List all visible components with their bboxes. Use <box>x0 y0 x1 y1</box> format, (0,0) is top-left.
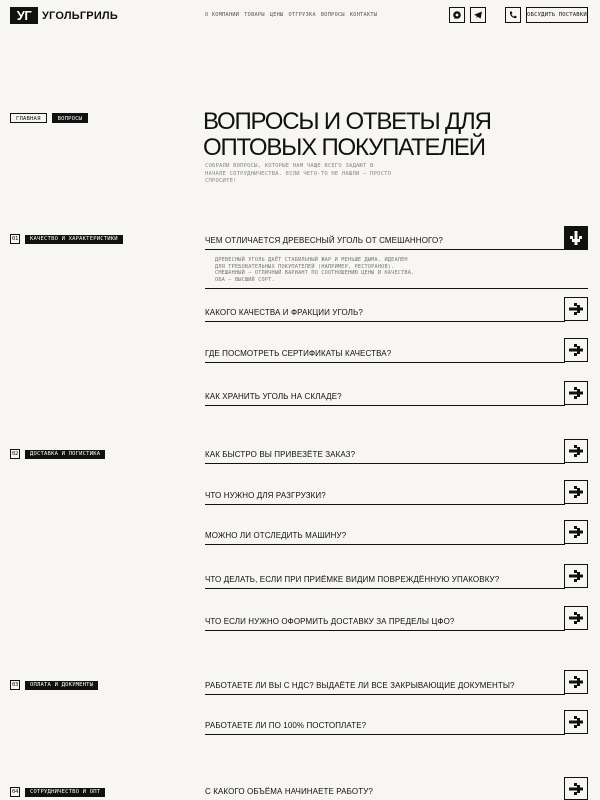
nav-item-products[interactable]: ТОВАРЫ <box>244 12 265 18</box>
faq-question: ГДЕ ПОСМОТРЕТЬ СЕРТИФИКАТЫ КАЧЕСТВА? <box>205 349 392 358</box>
faq-question: КАКОГО КАЧЕСТВА И ФРАКЦИИ УГОЛЬ? <box>205 308 363 317</box>
expand-button[interactable] <box>564 297 588 321</box>
divider <box>205 544 565 545</box>
divider <box>205 630 565 631</box>
faq-question: С КАКОГО ОБЪЁМА НАЧИНАЕТЕ РАБОТУ? <box>205 787 373 796</box>
nav-item-shipping[interactable]: ОТГРУЗКА <box>288 12 316 18</box>
telegram-button[interactable] <box>470 7 486 23</box>
divider <box>205 463 565 464</box>
faq-question: КАК БЫСТРО ВЫ ПРИВЕЗЁТЕ ЗАКАЗ? <box>205 450 356 459</box>
faq-item[interactable] <box>205 606 588 632</box>
expand-button[interactable] <box>564 520 588 544</box>
expand-button[interactable] <box>564 338 588 362</box>
faq-question: ЧТО ДЕЛАТЬ, ЕСЛИ ПРИ ПРИЁМКЕ ВИДИМ ПОВРЕЖДЁННУЮ УПАКОВКУ? <box>205 575 500 584</box>
faq-question: МОЖНО ЛИ ОТСЛЕДИТЬ МАШИНУ? <box>205 531 347 540</box>
arrow-right-icon <box>568 443 584 459</box>
faq-item[interactable] <box>205 297 588 323</box>
arrow-right-icon <box>568 610 584 626</box>
divider <box>205 362 565 363</box>
divider <box>205 588 565 589</box>
section-number: 01 <box>11 236 19 242</box>
section-delivery <box>10 449 105 459</box>
section-label: ОПЛАТА И ДОКУМЕНТЫ <box>25 681 98 690</box>
expand-button[interactable] <box>564 439 588 463</box>
faq-question: ЧТО НУЖНО ДЛЯ РАЗГРУЗКИ? <box>205 491 326 500</box>
section-number: 04 <box>11 789 19 795</box>
main-nav <box>205 12 377 18</box>
arrow-right-icon <box>568 524 584 540</box>
breadcrumb-home[interactable]: ГЛАВНАЯ <box>10 113 47 123</box>
page-subtitle: СОБРАЛИ ВОПРОСЫ, КОТОРЫЕ НАМ ЧАЩЕ ВСЕГО ЗАДАЮТ В НАЧАЛЕ СОТРУДНИЧЕСТВА. ЕСЛИ ЧЕГО-ТО НЕ НАШЛИ — ПРОСТО СПРОСИТЕ! <box>205 163 392 184</box>
section-label: СОТРУДНИЧЕСТВО И ОПТ <box>25 788 105 797</box>
arrow-right-icon <box>568 385 584 401</box>
logo-mark: УГ <box>10 7 38 24</box>
arrow-right-icon <box>568 484 584 500</box>
nav-item-faq[interactable]: ВОПРОСЫ <box>320 12 345 18</box>
faq-item[interactable] <box>205 670 588 696</box>
faq-question: КАК ХРАНИТЬ УГОЛЬ НА СКЛАДЕ? <box>205 392 342 401</box>
telegram-icon <box>473 10 483 20</box>
section-number: 03 <box>11 682 19 688</box>
expand-button[interactable] <box>564 777 588 800</box>
logo-text: УГОЛЬГРИЛЬ <box>42 9 118 22</box>
faq-answer: ДРЕВЕСНЫЙ УГОЛЬ ДАЁТ СТАБИЛЬНЫЙ ЖАР И МЕНЬШЕ ДЫМА. ИДЕАЛЕН ДЛЯ ТРЕБОВАТЕЛЬНЫХ ПОКУПАТЕЛЕЙ (НАПРИМЕР, РЕСТОРАНОВ). СМЕШАННЫЙ — ОТЛИЧНЫЙ ВАРИАНТ ПО СООТНОШЕНИЮ ЦЕНЫ И КАЧЕСТВА. ОБА — ВЫСШИЙ СОРТ. <box>215 257 415 283</box>
arrow-right-icon <box>568 568 584 584</box>
faq-question: ЧЕМ ОТЛИЧАЕТСЯ ДРЕВЕСНЫЙ УГОЛЬ ОТ СМЕШАННОГО? <box>205 236 443 245</box>
divider <box>205 405 565 406</box>
expand-button[interactable] <box>564 381 588 405</box>
faq-item[interactable] <box>205 338 588 364</box>
nav-item-prices[interactable]: ЦЕНЫ <box>269 12 284 18</box>
divider <box>205 504 565 505</box>
section-label: ДОСТАВКА И ЛОГИСТИКА <box>25 450 105 459</box>
discuss-supplies-button[interactable]: ОБСУДИТЬ ПОСТАВКИ <box>526 7 588 23</box>
collapse-button[interactable] <box>564 226 588 250</box>
faq-item[interactable] <box>205 520 588 546</box>
faq-item[interactable] <box>205 381 588 407</box>
expand-button[interactable] <box>564 480 588 504</box>
section-payment <box>10 680 98 690</box>
faq-item[interactable] <box>205 439 588 465</box>
whatsapp-icon <box>452 10 462 20</box>
section-cooperation <box>10 787 105 797</box>
breadcrumb <box>10 113 88 123</box>
faq-item[interactable] <box>205 480 588 506</box>
faq-item[interactable] <box>205 777 588 800</box>
arrow-right-icon <box>568 301 584 317</box>
arrow-right-icon <box>568 342 584 358</box>
phone-button[interactable] <box>505 7 521 23</box>
nav-item-about[interactable]: О КОМПАНИИ <box>205 12 240 18</box>
expand-button[interactable] <box>564 710 588 734</box>
arrow-right-icon <box>568 781 584 797</box>
faq-item[interactable] <box>205 710 588 736</box>
expand-button[interactable] <box>564 606 588 630</box>
nav-item-contacts[interactable]: КОНТАКТЫ <box>349 12 378 18</box>
divider <box>205 249 565 250</box>
expand-button[interactable] <box>564 564 588 588</box>
divider <box>205 288 588 289</box>
arrow-right-icon <box>568 674 584 690</box>
faq-item[interactable] <box>205 564 588 590</box>
whatsapp-button[interactable] <box>449 7 465 23</box>
breadcrumb-current: ВОПРОСЫ <box>52 113 89 123</box>
page-title: ВОПРОСЫ И ОТВЕТЫ ДЛЯ ОПТОВЫХ ПОКУПАТЕЛЕЙ <box>203 108 491 161</box>
section-quality <box>10 234 123 244</box>
arrow-right-icon <box>568 714 584 730</box>
site-header <box>0 0 600 32</box>
divider <box>205 321 565 322</box>
faq-question: РАБОТАЕТЕ ЛИ ПО 100% ПОСТОПЛАТЕ? <box>205 721 367 730</box>
section-label: КАЧЕСТВО И ХАРАКТЕРИСТИКИ <box>25 235 123 244</box>
expand-button[interactable] <box>564 670 588 694</box>
phone-icon <box>508 10 518 20</box>
section-number: 02 <box>11 451 19 457</box>
divider <box>205 694 565 695</box>
faq-question: РАБОТАЕТЕ ЛИ ВЫ С НДС? ВЫДАЁТЕ ЛИ ВСЕ ЗАКРЫВАЮЩИЕ ДОКУМЕНТЫ? <box>205 681 515 690</box>
faq-item-open[interactable] <box>205 226 588 290</box>
faq-question: ЧТО ЕСЛИ НУЖНО ОФОРМИТЬ ДОСТАВКУ ЗА ПРЕДЕЛЫ ЦФО? <box>205 617 455 626</box>
divider <box>205 734 565 735</box>
arrow-down-icon <box>568 230 584 246</box>
logo[interactable] <box>10 7 118 24</box>
